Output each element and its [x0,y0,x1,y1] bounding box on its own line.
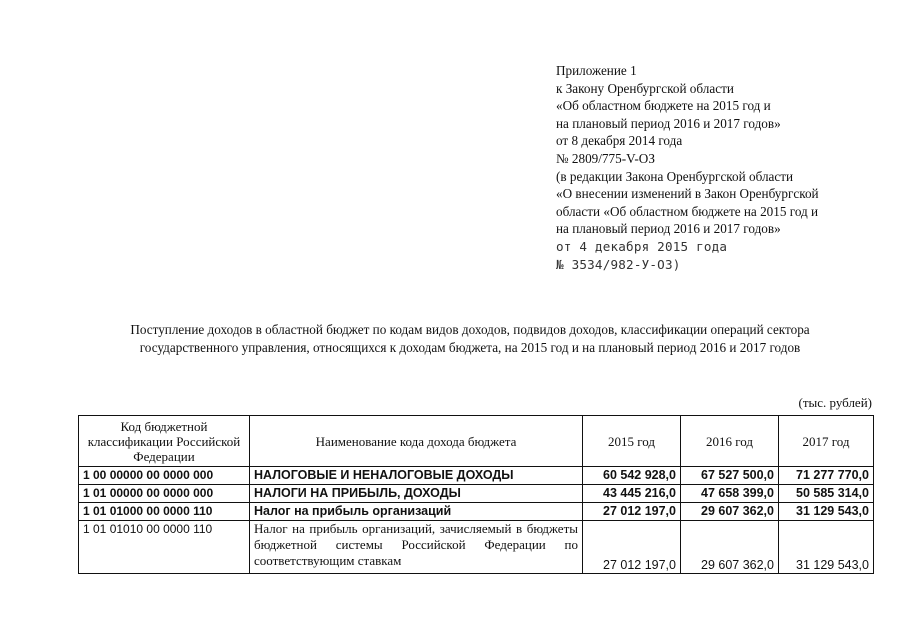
row-code: 1 01 01000 00 0000 110 [79,503,250,521]
appendix-line: на плановый период 2016 и 2017 годов» [556,115,781,131]
appendix-block [556,62,886,273]
row-value-2017: 50 585 314,0 [779,485,874,503]
appendix-line: к Закону Оренбургской области [556,80,734,96]
revenue-table [78,415,874,574]
row-value-2016: 29 607 362,0 [681,503,779,521]
row-value-2015: 43 445 216,0 [583,485,681,503]
appendix-line: «О внесении изменений в Закон Оренбургской [556,186,819,202]
table-header-row [79,416,874,467]
appendix-amendment-number: № 3534/982-У-ОЗ) [556,256,681,272]
row-name: НАЛОГОВЫЕ И НЕНАЛОГОВЫЕ ДОХОДЫ [250,467,583,485]
row-value-2016: 67 527 500,0 [681,467,779,485]
row-value-2017: 31 129 543,0 [779,521,874,574]
row-code: 1 00 00000 00 0000 000 [79,467,250,485]
appendix-line: (в редакции Закона Оренбургской области [556,168,794,184]
row-value-2015: 60 542 928,0 [583,467,681,485]
appendix-line: области «Об областном бюджете на 2015 год и [556,203,819,219]
document-title: Поступление доходов в областной бюджет по кодам видов доходов, подвидов доходов, классификации операций сектора государственного управления, относящихся к доходам бюджета, на 2015 год и на плановый период 2016 и 2017 годов [130,322,810,355]
appendix-line: «Об областном бюджете на 2015 год и [556,98,771,114]
row-name: Налог на прибыль организаций [250,503,583,521]
row-code: 1 01 00000 00 0000 000 [79,485,250,503]
header-code: Код бюджетной классификации Российской Федерации [79,416,250,467]
appendix-line: Приложение 1 [556,63,637,78]
row-value-2016: 29 607 362,0 [681,521,779,574]
table-row [79,467,874,485]
row-name: НАЛОГИ НА ПРИБЫЛЬ, ДОХОДЫ [250,485,583,503]
header-2016: 2016 год [681,416,779,467]
appendix-amendment-date: от 4 декабря 2015 года [556,238,728,254]
table-row [79,521,874,574]
header-2017: 2017 год [779,416,874,467]
row-value-2016: 47 658 399,0 [681,485,779,503]
row-value-2017: 71 277 770,0 [779,467,874,485]
header-2015: 2015 год [583,416,681,467]
appendix-line: от 8 декабря 2014 года [556,133,683,149]
row-name: Налог на прибыль организаций, зачисляемый в бюджеты бюджетной системы Российской Федерации по соответствующим ставкам [250,521,583,574]
appendix-line: № 2809/775-V-ОЗ [556,150,655,166]
row-value-2015: 27 012 197,0 [583,503,681,521]
header-name: Наименование кода дохода бюджета [250,416,583,467]
table-row [79,503,874,521]
row-value-2015: 27 012 197,0 [583,521,681,574]
row-code: 1 01 01010 00 0000 110 [79,521,250,574]
row-value-2017: 31 129 543,0 [779,503,874,521]
appendix-line: на плановый период 2016 и 2017 годов» [556,221,781,237]
units-label: (тыс. рублей) [798,395,872,410]
table-row [79,485,874,503]
